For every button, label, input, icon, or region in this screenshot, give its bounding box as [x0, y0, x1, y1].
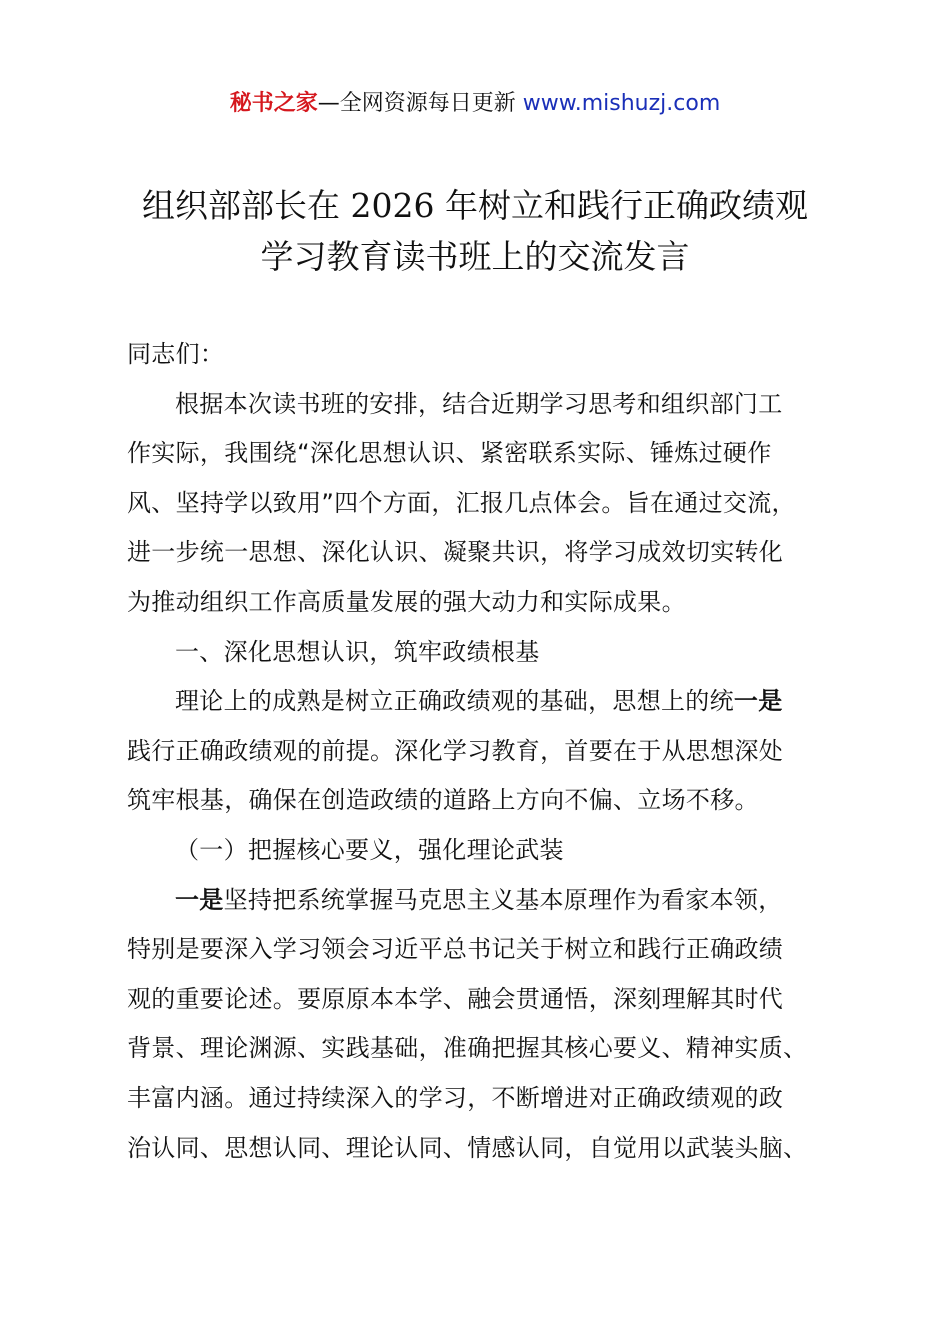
subsection-1-heading: （一）把握核心要义，强化理论武装 [175, 835, 564, 864]
point-1-paragraph [127, 876, 847, 1174]
paragraph-text: 坚持把系统掌握马克思主义基本原理作为看家本领， [223, 885, 783, 914]
paragraph-line [127, 876, 847, 926]
intro-line: 为推动组织工作高质量发展的强大动力和实际成果。 [127, 587, 686, 616]
site-banner [0, 86, 950, 122]
paragraph-line: 筑牢根基，确保在创造政绩的道路上方向不偏、立场不移。 [127, 786, 759, 815]
banner-tagline: —全网资源每日更新 [317, 91, 516, 116]
paragraph-line: 特别是要深入学习领会习近平总书记关于树立和践行正确政绩 [127, 935, 784, 964]
intro-line: 风、坚持学以致用”四个方面，汇报几点体会。旨在通过交流， [127, 488, 796, 517]
brand-name: 秘书之家 [229, 91, 318, 116]
section-1-paragraph [127, 677, 847, 826]
paragraph-line: 观的重要论述。要原原本本学、融会贯通悟，深刻理解其时代 [127, 984, 784, 1013]
document-body [127, 330, 847, 1173]
title-line-1: 组织部部长在 2026 年树立和践行正确政绩观 [142, 186, 808, 225]
emphasis-text: 一是 [733, 687, 783, 716]
salutation: 同志们： [127, 340, 225, 368]
website-link[interactable]: www.mishuzj.com [522, 91, 721, 116]
intro-line: 进一步统一思想、深化认识、凝聚共识，将学习成效切实转化 [127, 538, 784, 567]
section-1-heading: 一、深化思想认识，筑牢政绩根基 [175, 637, 540, 666]
intro-paragraph [127, 380, 847, 628]
paragraph-line: 践行正确政绩观的前提。深化学习教育，首要在于从思想深处 [127, 736, 784, 765]
title-line-2: 学习教育读书班上的交流发言 [260, 237, 690, 276]
paragraph-line: 丰富内涵。通过持续深入的学习，不断增进对正确政绩观的政 [127, 1083, 784, 1112]
point-lead: 一是 [175, 885, 224, 914]
intro-line: 根据本次读书班的安排，结合近期学习思考和组织部门工 [175, 389, 783, 418]
document-title [0, 180, 950, 282]
intro-line: 作实际，我围绕“深化思想认识、紧密联系实际、锤炼过硬作 [127, 439, 772, 468]
paragraph-line: 治认同、思想认同、理论认同、情感认同，自觉用以武装头脑、 [127, 1133, 808, 1162]
paragraph-text: 理论上的成熟是树立正确政绩观的基础，思想上的统 [175, 687, 734, 716]
paragraph-line: 背景、理论渊源、实践基础，准确把握其核心要义、精神实质、 [127, 1034, 808, 1063]
paragraph-line [127, 677, 847, 727]
